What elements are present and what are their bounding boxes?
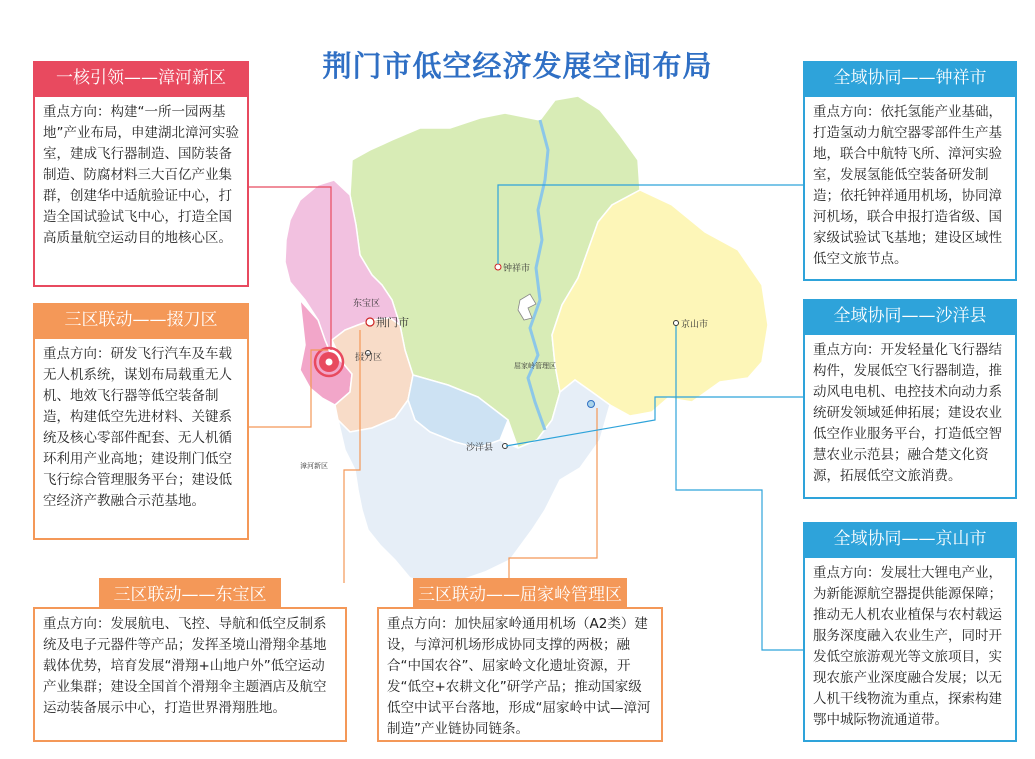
- zhanghe-core-marker[interactable]: [315, 348, 343, 376]
- panel-shayang: [803, 299, 1017, 499]
- page-title: 荆门市低空经济发展空间布局: [322, 49, 713, 83]
- panel-qujialing-body: 重点方向：加快屈家岭通用机场（A2类）建设，与漳河机场形成协同支撑的两极；融合“中国农谷”、屈家岭文化遗址资源，开发“低空+农耕文化”研学产品；推动国家级低空中试平台落地，形成“屈家岭中试—漳河制造”产业链协同链条。: [377, 607, 663, 742]
- panel-zhanghe-header: 一核引领——漳河新区: [33, 61, 249, 95]
- panel-zhongxiang: [803, 61, 1017, 281]
- panel-dongbao-body: 重点方向：发展航电、飞控、导航和低空反制系统及电子元器件等产品；发挥圣境山滑翔伞基地载体优势，培育发展“滑翔+山地户外”低空运动产业集群；建设全国首个滑翔伞主题酒店及航空运动装备展示中心，打造世界滑翔胜地。: [33, 607, 347, 742]
- label-dongbao: 东宝区: [353, 299, 381, 309]
- panel-dongbao: [33, 578, 347, 742]
- label-duodao: 掇刀区: [355, 353, 383, 363]
- marker-jingmen[interactable]: [366, 318, 374, 326]
- marker-qujialing[interactable]: [588, 401, 595, 408]
- panel-dongbao-header: 三区联动——东宝区: [99, 578, 281, 612]
- panel-jingshan: [803, 522, 1017, 742]
- panel-zhanghe-body: 重点方向：构建“一所一园两基地”产业布局，申建湖北漳河实验室，建成飞行器制造、国防装备制造、防腐材料三大百亿产业集群，创建华中适航验证中心，打造全国试验试飞中心，打造全国高质量航空运动目的地核心区。: [33, 95, 249, 287]
- panel-duodao: [33, 303, 249, 540]
- panel-shayang-header: 全域协同——沙洋县: [803, 299, 1017, 333]
- label-jingmen: 荆门市: [376, 316, 409, 329]
- panel-zhongxiang-body: 重点方向：依托氢能产业基础，打造氢动力航空器零部件生产基地，联合中航特飞所、漳河实验室，发展氢能低空装备研发制造；依托钟祥通用机场，协同漳河机场，联合申报打造省级、国家级试验试飞基地；建设区域性低空文旅节点。: [803, 95, 1017, 281]
- label-qujialing: 屈家岭管理区: [514, 362, 556, 370]
- panel-qujialing-header: 三区联动——屈家岭管理区: [413, 578, 627, 612]
- panel-jingshan-body: 重点方向：发展壮大锂电产业，为新能源航空器提供能源保障；推动无人机农业植保与农村载运服务深度融入农业生产，同时开发低空旅游观光等文旅项目，实现农旅产业深度融合发展；以无人机干线物流为重点，探索构建鄂中城际物流通道带。: [803, 556, 1017, 742]
- panel-zhanghe: [33, 61, 249, 287]
- marker-zhongxiang[interactable]: [495, 264, 501, 270]
- panel-qujialing: [377, 578, 663, 742]
- marker-jingshan[interactable]: [674, 321, 679, 326]
- panel-duodao-body: 重点方向：研发飞行汽车及车载无人机系统，谋划布局载重无人机、地效飞行器等低空装备制造，构建低空先进材料、关键系统及核心零部件配套、无人机循环利用产业高地；建设荆门低空飞行综合管理服务平台；建设低空经济产教融合示范基地。: [33, 337, 249, 540]
- panel-zhongxiang-header: 全域协同——钟祥市: [803, 61, 1017, 95]
- label-zhanghe: 漳河新区: [300, 462, 328, 470]
- label-zhongxiang: 钟祥市: [503, 264, 531, 274]
- label-shayang: 沙洋县: [466, 443, 494, 453]
- label-jingshan: 京山市: [681, 320, 709, 330]
- panel-shayang-body: 重点方向：开发轻量化飞行器结构件，发展低空飞行器制造，推动风电电机、电控技术向动力系统研发领域延伸拓展；建设农业低空作业服务平台，打造低空智慧农业示范县；融合楚文化资源，拓展低空文旅消费。: [803, 333, 1017, 499]
- panel-duodao-header: 三区联动——掇刀区: [33, 303, 249, 337]
- panel-jingshan-header: 全域协同——京山市: [803, 522, 1017, 556]
